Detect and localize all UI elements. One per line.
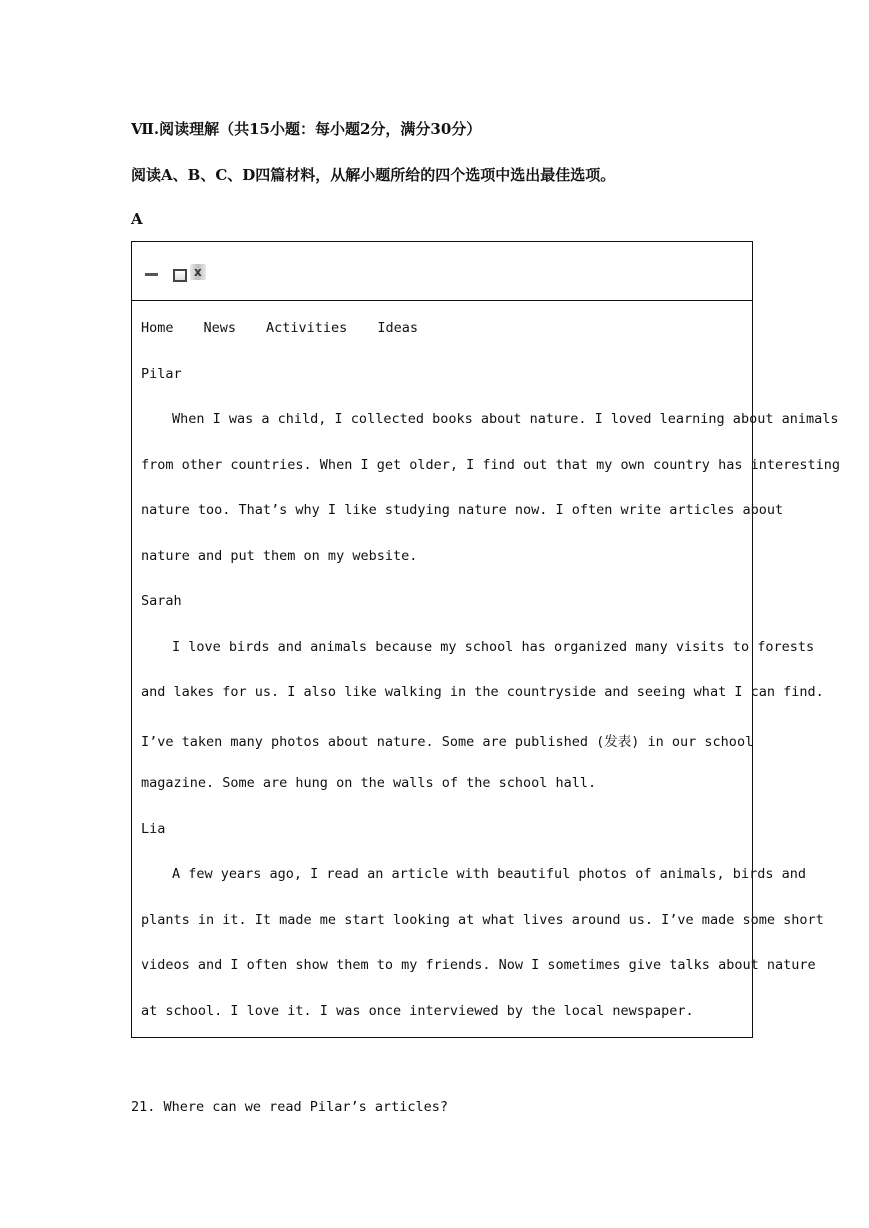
logo-square-icon [173, 269, 187, 282]
entry-line: from other countries. When I get older, I find out that my own country has interesting [141, 457, 840, 473]
website-box [131, 241, 840, 1038]
section-title: Ⅶ.阅读理解（共15小题：每小题2分，满分30分） [131, 120, 482, 138]
logo-dash-icon [145, 273, 158, 276]
entry-name-sarah: Sarah [141, 593, 182, 609]
instructions: 阅读A、B、C、D四篇材料，从解小题所给的四个选项中选出最佳选项。 [131, 166, 616, 184]
entry-line: videos and I often show them to my friends. Now I sometimes give talks about nature [141, 957, 816, 973]
entry-line: I love birds and animals because my school has organized many visits to forests [172, 639, 815, 655]
entry-line: plants in it. It made me start looking at what lives around us. I’ve made some short [141, 912, 824, 928]
entry-line: When I was a child, I collected books about nature. I loved learning about animals [172, 411, 839, 427]
site-logo [145, 260, 206, 284]
entry-name-pilar: Pilar [141, 366, 182, 382]
nav-news[interactable]: News [203, 320, 237, 336]
nav-home[interactable]: Home [141, 320, 174, 336]
entry-line: magazine. Some are hung on the walls of the school hall. [141, 775, 597, 791]
entry-line: at school. I love it. I was once interviewed by the local newspaper. [141, 1003, 694, 1019]
entry-line: nature and put them on my website. [141, 548, 418, 564]
website-header [132, 242, 752, 301]
nav-ideas[interactable]: Ideas [377, 320, 418, 336]
entry-line: A few years ago, I read an article with beautiful photos of animals, birds and [172, 866, 806, 882]
passage-label: A [131, 210, 143, 228]
entry-line: nature too. That’s why I like studying nature now. I often write articles about [141, 502, 784, 518]
entry-line: and lakes for us. I also like walking in the countryside and seeing what I can find. [141, 684, 824, 700]
entry-name-lia: Lia [141, 821, 166, 837]
question-21: 21. Where can we read Pilar’s articles? [131, 1099, 448, 1115]
entry-line: I’ve taken many photos about nature. Some are published (发表) in our school [141, 734, 754, 750]
logo-x-icon: x [190, 264, 206, 280]
nav-activities[interactable]: Activities [266, 320, 348, 336]
site-nav [141, 320, 448, 336]
